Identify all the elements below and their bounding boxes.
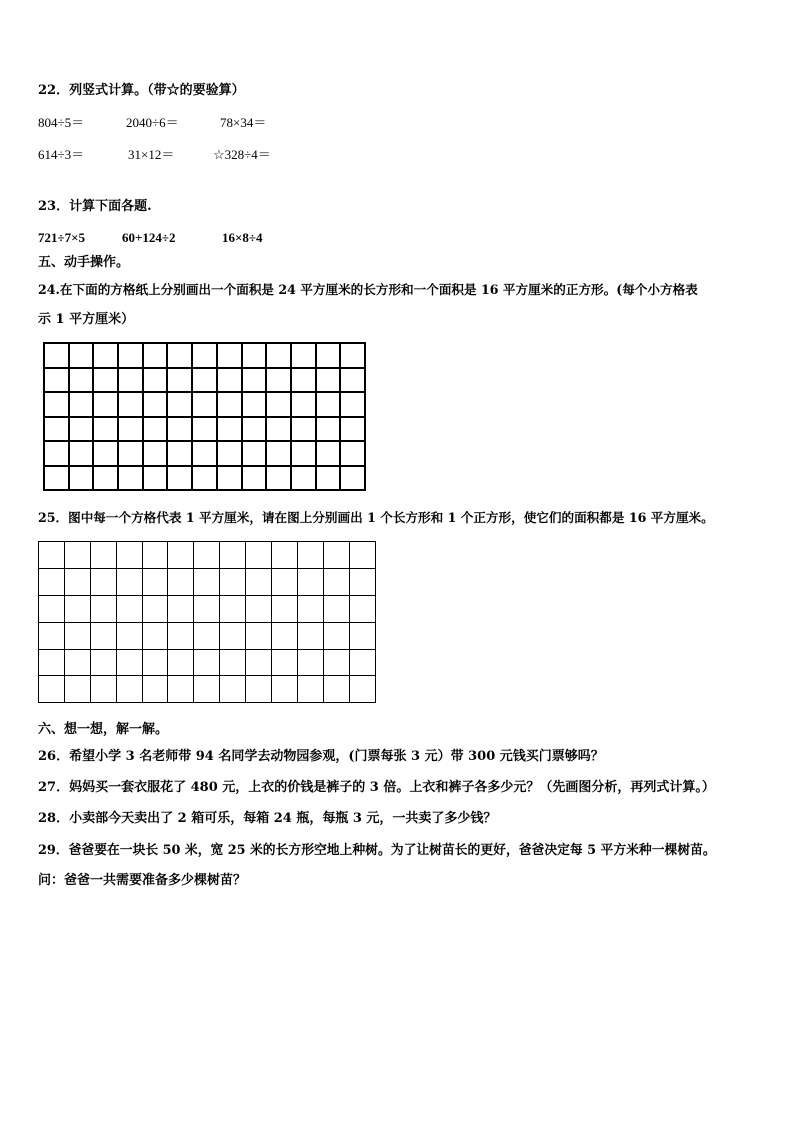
q24-grid-cell[interactable] — [266, 368, 291, 393]
q24-grid-cell[interactable] — [340, 466, 365, 491]
q25-grid-cell[interactable] — [220, 676, 246, 703]
q24-grid-cell[interactable] — [167, 392, 192, 417]
q24-grid-cell[interactable] — [266, 417, 291, 442]
q25-text: 25．图中每一个方格代表 1 平方厘米，请在图上分别画出 1 个长方形和 1 个正方形，使它们的面积都是 16 平方厘米。 — [38, 510, 714, 525]
q25-grid-cell[interactable] — [246, 676, 272, 703]
q25-grid-cell[interactable] — [323, 676, 349, 703]
q25-grid-cell[interactable] — [323, 595, 349, 622]
q25-grid-cell[interactable] — [90, 622, 116, 649]
q25-grid-cell[interactable] — [116, 676, 142, 703]
q24-grid-cell[interactable] — [93, 343, 118, 368]
q24-grid-cell[interactable] — [118, 343, 143, 368]
q24-grid-cell[interactable] — [242, 466, 267, 491]
q25-grid-cell[interactable] — [246, 649, 272, 676]
q24-grid-cell[interactable] — [340, 417, 365, 442]
q25-grid-cell[interactable] — [246, 595, 272, 622]
q27-text: 27．妈妈买一套衣服花了 480 元，上衣的价钱是裤子的 3 倍。上衣和裤子各多少元？（先画图分析，再列式计算。） — [38, 780, 715, 795]
q23-title: 23．计算下面各题. — [38, 199, 152, 214]
q24-grid-cell[interactable] — [118, 466, 143, 491]
q24-grid-cell[interactable] — [69, 441, 94, 466]
q25-grid-cell[interactable] — [168, 622, 194, 649]
q24-grid-cell[interactable] — [93, 392, 118, 417]
q25-grid-cell[interactable] — [194, 622, 220, 649]
q25-grid-cell[interactable] — [194, 568, 220, 595]
q25-grid-cell[interactable] — [323, 649, 349, 676]
q24-grid-cell[interactable] — [316, 368, 341, 393]
q24-grid-cell[interactable] — [266, 392, 291, 417]
q25-grid-cell[interactable] — [349, 542, 375, 569]
q24-grid-cell[interactable] — [316, 441, 341, 466]
q24-grid-cell[interactable] — [192, 368, 217, 393]
q22-expr-4: 614÷3＝ — [38, 147, 85, 162]
q24-grid-cell[interactable] — [266, 466, 291, 491]
section-5-heading: 五、动手操作。 — [38, 255, 130, 270]
q25-grid-cell[interactable] — [90, 568, 116, 595]
q25-grid-cell[interactable] — [142, 595, 168, 622]
q25-grid-cell[interactable] — [90, 542, 116, 569]
q24-grid-row — [44, 368, 365, 393]
q24-grid-cell[interactable] — [192, 392, 217, 417]
q24-grid-cell[interactable] — [167, 441, 192, 466]
q24-grid-cell[interactable] — [340, 343, 365, 368]
q24-grid-cell[interactable] — [118, 417, 143, 442]
q25-grid-cell[interactable] — [142, 622, 168, 649]
q24-grid-row — [44, 466, 365, 491]
q24-grid-cell[interactable] — [44, 441, 69, 466]
q24-grid-cell[interactable] — [69, 368, 94, 393]
q25-grid-cell[interactable] — [39, 649, 65, 676]
q24-grid-cell[interactable] — [93, 441, 118, 466]
q22-expr-3: 78×34＝ — [220, 115, 267, 130]
q25-grid-cell[interactable] — [297, 542, 323, 569]
q25-grid-cell[interactable] — [116, 622, 142, 649]
q25-grid-cell[interactable] — [246, 568, 272, 595]
q25-grid-cell[interactable] — [349, 676, 375, 703]
q25-grid-cell[interactable] — [142, 676, 168, 703]
q28-text: 28．小卖部今天卖出了 2 箱可乐，每箱 24 瓶，每瓶 3 元，一共卖了多少钱？ — [38, 811, 497, 826]
q24-grid-row — [44, 417, 365, 442]
q25-grid-cell[interactable] — [142, 568, 168, 595]
q25-grid-cell[interactable] — [220, 649, 246, 676]
q24-grid-cell[interactable] — [192, 417, 217, 442]
q25-grid-cell[interactable] — [142, 542, 168, 569]
q24-grid-cell[interactable] — [217, 343, 242, 368]
q25-grid-cell[interactable] — [194, 595, 220, 622]
q25-grid-cell[interactable] — [116, 595, 142, 622]
q24-grid-cell[interactable] — [242, 392, 267, 417]
q25-grid-row — [39, 676, 376, 703]
q24-grid-cell[interactable] — [44, 417, 69, 442]
q25-grid-cell[interactable] — [90, 649, 116, 676]
q24-grid-cell[interactable] — [217, 392, 242, 417]
q22-expr-5: 31×12＝ — [128, 147, 175, 162]
q24-grid-cell[interactable] — [44, 368, 69, 393]
q22-title: 22．列竖式计算。（带☆的要验算） — [38, 83, 245, 98]
q24-grid-cell[interactable] — [291, 343, 316, 368]
q24-grid-cell[interactable] — [143, 343, 168, 368]
q23-expr-3: 16×8÷4 — [222, 230, 263, 245]
q24-grid-cell[interactable] — [143, 368, 168, 393]
q22-expr-1: 804÷5＝ — [38, 115, 85, 130]
q25-grid-cell[interactable] — [349, 622, 375, 649]
q25-grid-cell[interactable] — [90, 676, 116, 703]
q24-grid-cell[interactable] — [291, 466, 316, 491]
q25-grid-cell[interactable] — [220, 568, 246, 595]
q25-grid-cell[interactable] — [168, 676, 194, 703]
q25-grid-cell[interactable] — [220, 542, 246, 569]
q25-grid-cell[interactable] — [142, 649, 168, 676]
q24-grid-cell[interactable] — [242, 417, 267, 442]
q24-grid-cell[interactable] — [266, 441, 291, 466]
q25-grid-cell[interactable] — [297, 676, 323, 703]
q24-grid-cell[interactable] — [291, 392, 316, 417]
q25-grid-cell[interactable] — [349, 595, 375, 622]
section-6-heading: 六、想一想，解一解。 — [38, 722, 169, 737]
q24-grid-cell[interactable] — [69, 417, 94, 442]
q24-grid-cell[interactable] — [340, 368, 365, 393]
q24-grid-row — [44, 343, 365, 368]
q24-grid-cell[interactable] — [143, 417, 168, 442]
q25-grid-cell[interactable] — [272, 568, 298, 595]
q24-grid-cell[interactable] — [93, 417, 118, 442]
q24-grid-cell[interactable] — [217, 441, 242, 466]
q25-grid-cell[interactable] — [39, 595, 65, 622]
q24-grid-cell[interactable] — [192, 343, 217, 368]
q24-grid-cell[interactable] — [44, 466, 69, 491]
q25-grid-cell[interactable] — [116, 568, 142, 595]
q25-grid-cell[interactable] — [297, 595, 323, 622]
q23-expr-1: 721÷7×5 — [38, 230, 86, 245]
q25-grid-cell[interactable] — [297, 649, 323, 676]
q24-grid-cell[interactable] — [291, 441, 316, 466]
q25-grid-cell[interactable] — [168, 568, 194, 595]
q25-grid-cell[interactable] — [349, 649, 375, 676]
q24-grid-cell[interactable] — [316, 392, 341, 417]
q25-grid-cell[interactable] — [323, 568, 349, 595]
q25-grid-cell[interactable] — [64, 595, 90, 622]
q24-grid-cell[interactable] — [167, 417, 192, 442]
q24-grid-cell[interactable] — [316, 466, 341, 491]
q25-grid-cell[interactable] — [64, 649, 90, 676]
q25-grid-cell[interactable] — [194, 676, 220, 703]
q24-text-line2: 示 1 平方厘米） — [38, 312, 135, 327]
q24-grid-cell[interactable] — [167, 343, 192, 368]
q24-grid-cell[interactable] — [118, 441, 143, 466]
q25-grid-cell[interactable] — [64, 542, 90, 569]
q25-grid-cell[interactable] — [246, 542, 272, 569]
q24-grid-cell[interactable] — [93, 466, 118, 491]
q25-grid-cell[interactable] — [272, 649, 298, 676]
q24-grid-cell[interactable] — [217, 466, 242, 491]
q25-grid-cell[interactable] — [39, 568, 65, 595]
q24-grid-cell[interactable] — [340, 392, 365, 417]
q24-grid-row — [44, 392, 365, 417]
q25-grid-cell[interactable] — [272, 676, 298, 703]
q25-grid-cell[interactable] — [349, 568, 375, 595]
q24-grid-cell[interactable] — [340, 441, 365, 466]
q25-grid-cell[interactable] — [39, 542, 65, 569]
q24-grid-cell[interactable] — [167, 368, 192, 393]
q24-grid-cell[interactable] — [143, 392, 168, 417]
q24-grid-cell[interactable] — [242, 368, 267, 393]
q24-grid-cell[interactable] — [316, 417, 341, 442]
q24-grid-cell[interactable] — [143, 441, 168, 466]
q24-grid-cell[interactable] — [118, 392, 143, 417]
q24-grid-cell[interactable] — [316, 343, 341, 368]
q25-grid-cell[interactable] — [64, 676, 90, 703]
q25-grid-row — [39, 622, 376, 649]
q25-grid-cell[interactable] — [323, 622, 349, 649]
q25-grid-cell[interactable] — [194, 542, 220, 569]
q24-grid-row — [44, 441, 365, 466]
q24-grid-cell[interactable] — [266, 343, 291, 368]
q25-grid-cell[interactable] — [297, 568, 323, 595]
q25-grid-cell[interactable] — [39, 622, 65, 649]
q23-expr-2: 60+124÷2 — [122, 230, 176, 245]
q24-grid-cell[interactable] — [242, 441, 267, 466]
q24-grid-cell[interactable] — [44, 392, 69, 417]
q25-grid-row — [39, 568, 376, 595]
q22-expr-6: ☆328÷4＝ — [213, 147, 271, 162]
q25-grid-cell[interactable] — [64, 568, 90, 595]
q25-grid-cell[interactable] — [116, 542, 142, 569]
q25-grid-cell[interactable] — [272, 595, 298, 622]
q25-grid-cell[interactable] — [116, 649, 142, 676]
q26-text: 26．希望小学 3 名老师带 94 名同学去动物园参观，(门票每张 3 元）带 300 元钱买门票够吗？ — [38, 749, 604, 764]
q29-text-line2: 问：爸爸一共需要准备多少棵树苗？ — [38, 873, 247, 888]
q25-grid-cell[interactable] — [90, 595, 116, 622]
q25-grid-cell[interactable] — [272, 542, 298, 569]
q25-grid-row — [39, 542, 376, 569]
q25-grid-cell[interactable] — [194, 649, 220, 676]
q24-grid-cell[interactable] — [291, 368, 316, 393]
q25-grid-cell[interactable] — [246, 622, 272, 649]
q25-grid-cell[interactable] — [297, 622, 323, 649]
q25-grid-cell[interactable] — [168, 595, 194, 622]
q24-grid-cell[interactable] — [143, 466, 168, 491]
q25-grid-cell[interactable] — [64, 622, 90, 649]
q25-grid-cell[interactable] — [220, 595, 246, 622]
q24-grid-cell[interactable] — [44, 343, 69, 368]
q24-grid-cell[interactable] — [69, 343, 94, 368]
q29-text-line1: 29．爸爸要在一块长 50 米，宽 25 米的长方形空地上种树。为了让树苗长的更好，爸爸决定每 5 平方米种一棵树苗。 — [38, 843, 716, 858]
q24-grid-cell[interactable] — [192, 441, 217, 466]
q25-grid-cell[interactable] — [272, 622, 298, 649]
q24-grid-cell[interactable] — [167, 466, 192, 491]
q24-grid-cell[interactable] — [93, 368, 118, 393]
q22-expr-2: 2040÷6＝ — [126, 115, 179, 130]
q25-grid-cell[interactable] — [323, 542, 349, 569]
q25-grid-row — [39, 595, 376, 622]
q25-grid-cell[interactable] — [168, 649, 194, 676]
q24-grid-cell[interactable] — [242, 343, 267, 368]
q25-grid[interactable] — [38, 541, 376, 703]
q24-grid-cell[interactable] — [291, 417, 316, 442]
q25-grid-cell[interactable] — [168, 542, 194, 569]
q24-grid-cell[interactable] — [192, 466, 217, 491]
q24-grid-cell[interactable] — [217, 417, 242, 442]
q25-grid-row — [39, 649, 376, 676]
q24-grid-cell[interactable] — [69, 392, 94, 417]
q25-grid-cell[interactable] — [39, 676, 65, 703]
q24-grid[interactable] — [43, 342, 366, 491]
q25-grid-cell[interactable] — [220, 622, 246, 649]
q24-text-line1: 24.在下面的方格纸上分别画出一个面积是 24 平方厘米的长方形和一个面积是 16 平方厘米的正方形。(每个小方格表 — [38, 282, 698, 297]
q24-grid-cell[interactable] — [118, 368, 143, 393]
q24-grid-cell[interactable] — [217, 368, 242, 393]
q24-grid-cell[interactable] — [69, 466, 94, 491]
